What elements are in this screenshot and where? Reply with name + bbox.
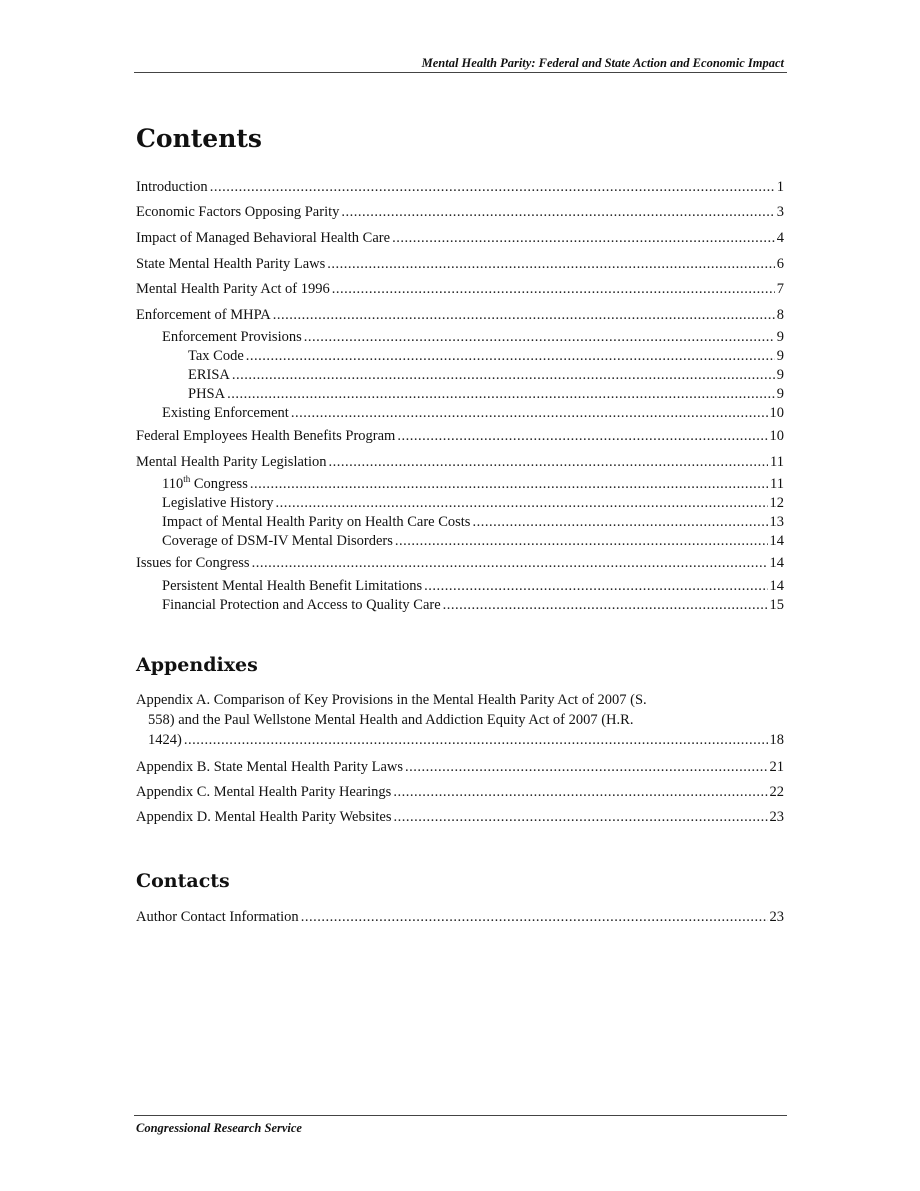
toc-page-number: 9 <box>776 386 784 402</box>
toc-entry-title: Mental Health Parity Legislation <box>136 454 327 470</box>
toc-entry-mhpa-1996[interactable] <box>136 280 784 298</box>
toc-entry-title: Legislative History <box>162 495 274 511</box>
toc-page-number: 23 <box>769 909 784 925</box>
toc-entry-fehbp[interactable] <box>136 427 784 445</box>
toc-entry-appendix-a-last-line <box>136 731 784 749</box>
dot-leader <box>394 808 768 826</box>
toc-entry-title: 110th Congress <box>162 474 248 492</box>
toc-page-number: 10 <box>769 428 784 444</box>
toc-entry-title: Enforcement Provisions <box>162 329 302 345</box>
toc-entry-title: Economic Factors Opposing Parity <box>136 204 340 220</box>
toc-page-number: 3 <box>776 204 784 220</box>
dot-leader <box>250 475 768 493</box>
contents-heading: Contents <box>136 124 263 153</box>
toc-entry-parity-legislation[interactable] <box>136 453 784 471</box>
toc-entry-title: Appendix C. Mental Health Parity Hearings <box>136 784 392 800</box>
toc-page-number: 14 <box>769 578 784 594</box>
dot-leader <box>227 385 775 403</box>
dot-leader <box>210 178 775 196</box>
footer-rule <box>134 1115 787 1116</box>
dot-leader <box>472 513 767 531</box>
toc-entry-enforcement-provisions[interactable] <box>136 328 784 346</box>
toc-entry-tax-code[interactable] <box>136 347 784 365</box>
toc-page-number: 11 <box>770 454 784 470</box>
header-rule <box>134 72 787 73</box>
toc-entry-title: Persistent Mental Health Benefit Limitations <box>162 578 423 594</box>
toc-entry-title: Mental Health Parity Act of 1996 <box>136 281 330 297</box>
toc-entry-title-line: 558) and the Paul Wellstone Mental Health and Addiction Equity Act of 2007 (H.R. <box>148 712 634 728</box>
toc-entry-appendix-b[interactable] <box>136 758 784 776</box>
toc-entry-financial-protection[interactable] <box>136 596 784 614</box>
toc-page-number: 10 <box>769 405 784 421</box>
toc-entry-title: Impact of Mental Health Parity on Health Care Costs <box>162 514 471 530</box>
toc-page-number: 9 <box>776 348 784 364</box>
toc-entry-title: Author Contact Information <box>136 909 299 925</box>
toc-entry-legislative-history[interactable] <box>136 494 784 512</box>
dot-leader <box>397 427 767 445</box>
toc-page-number: 23 <box>769 809 784 825</box>
toc-entry-title: Tax Code <box>188 348 244 364</box>
toc-entry-title: Existing Enforcement <box>162 405 289 421</box>
dot-leader <box>392 229 775 247</box>
toc-page-number: 14 <box>769 555 784 571</box>
toc-entry-managed-care[interactable] <box>136 229 784 247</box>
toc-entry-author-contact[interactable] <box>136 908 784 926</box>
toc-entry-introduction[interactable] <box>136 178 784 196</box>
toc-page-number: 21 <box>769 759 784 775</box>
toc-page-number: 18 <box>769 732 784 748</box>
toc-entry-existing-enforcement[interactable] <box>136 404 784 422</box>
toc-entry-title: Enforcement of MHPA <box>136 307 271 323</box>
toc-entry-title: Issues for Congress <box>136 555 250 571</box>
dot-leader <box>443 596 768 614</box>
dot-leader <box>246 347 775 365</box>
toc-entry-title: Coverage of DSM-IV Mental Disorders <box>162 533 393 549</box>
toc-entry-title: Impact of Managed Behavioral Health Care <box>136 230 391 246</box>
dot-leader <box>184 731 768 749</box>
toc-entry-title: ERISA <box>188 367 230 383</box>
toc-entry-title: Appendix D. Mental Health Parity Websites <box>136 809 392 825</box>
toc-entry-dsm-iv[interactable] <box>136 532 784 550</box>
toc-entry-title: Federal Employees Health Benefits Program <box>136 428 396 444</box>
toc-entry-economic-factors[interactable] <box>136 203 784 221</box>
dot-leader <box>276 494 768 512</box>
dot-leader <box>252 554 768 572</box>
dot-leader <box>273 306 775 324</box>
toc-entry-title: State Mental Health Parity Laws <box>136 256 326 272</box>
toc-entry-title-line: Appendix A. Comparison of Key Provisions in the Mental Health Parity Act of 2007 (S. <box>136 692 647 708</box>
toc-entry-title: Financial Protection and Access to Quality Care <box>162 597 441 613</box>
toc-entry-erisa[interactable] <box>136 366 784 384</box>
dot-leader <box>341 203 774 221</box>
toc-page-number: 8 <box>776 307 784 323</box>
toc-entry-appendix-c[interactable] <box>136 783 784 801</box>
toc-entry-phsa[interactable] <box>136 385 784 403</box>
toc-page-number: 22 <box>769 784 784 800</box>
toc-page-number: 11 <box>770 476 784 492</box>
dot-leader <box>395 532 768 550</box>
toc-page-number: 14 <box>769 533 784 549</box>
toc-entry-appendix-d[interactable] <box>136 808 784 826</box>
dot-leader <box>393 783 767 801</box>
dot-leader <box>301 908 768 926</box>
dot-leader <box>232 366 775 384</box>
dot-leader <box>291 404 768 422</box>
toc-entry-title: Introduction <box>136 179 208 195</box>
dot-leader <box>424 577 767 595</box>
toc-page-number: 12 <box>769 495 784 511</box>
toc-entry-health-care-costs[interactable] <box>136 513 784 531</box>
toc-entry-issues-congress[interactable] <box>136 554 784 572</box>
dot-leader <box>405 758 768 776</box>
dot-leader <box>304 328 775 346</box>
running-header-title: Mental Health Parity: Federal and State Action and Economic Impact <box>421 56 784 70</box>
toc-page-number: 6 <box>776 256 784 272</box>
toc-page-number: 13 <box>769 514 784 530</box>
toc-entry-state-laws[interactable] <box>136 255 784 273</box>
toc-entry-title: PHSA <box>188 386 226 402</box>
toc-entry-title: Appendix B. State Mental Health Parity Laws <box>136 759 403 775</box>
toc-entry-title-line: 1424) <box>148 732 182 748</box>
toc-entry-110th-congress[interactable] <box>136 475 784 493</box>
toc-page-number: 1 <box>776 179 784 195</box>
toc-page-number: 15 <box>769 597 784 613</box>
toc-page-number: 9 <box>776 329 784 345</box>
footer-publisher: Congressional Research Service <box>136 1121 302 1135</box>
toc-entry-enforcement-mhpa[interactable] <box>136 306 784 324</box>
dot-leader <box>328 453 768 471</box>
dot-leader <box>332 280 775 298</box>
dot-leader <box>327 255 774 273</box>
toc-entry-benefit-limitations[interactable] <box>136 577 784 595</box>
toc-page-number: 4 <box>776 230 784 246</box>
appendixes-heading: Appendixes <box>136 654 258 676</box>
toc-page-number: 9 <box>776 367 784 383</box>
toc-page-number: 7 <box>776 281 784 297</box>
contacts-heading: Contacts <box>136 870 230 892</box>
